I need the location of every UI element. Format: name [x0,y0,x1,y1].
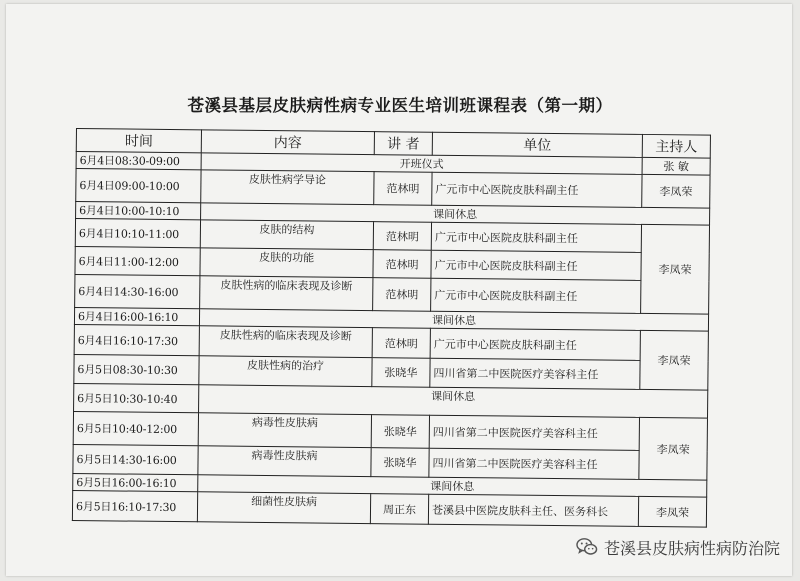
break-label: 课间休息 [199,385,708,418]
host-cell: 李凤荣 [639,417,708,480]
break-label: 课间休息 [201,203,710,225]
time-cell: 6月4日09:00-10:00 [76,169,201,203]
header-speaker: 讲 者 [374,132,432,156]
speaker-cell: 范林明 [373,250,431,279]
time-cell: 6月5日16:00-16:10 [73,473,198,491]
host-cell: 李凤荣 [641,224,710,314]
account-watermark [576,534,780,560]
topic-cell: 皮肤的功能 [200,248,373,278]
break-label: 课间休息 [199,309,708,331]
time-cell: 6月5日10:40-12:00 [73,411,198,445]
host-cell: 张 敏 [642,157,710,175]
header-host: 主持人 [642,134,710,158]
unit-cell: 广元市中心医院皮肤科副主任 [431,222,641,252]
time-cell: 6月4日10:00-10:10 [76,202,201,220]
time-cell: 6月4日10:10-11:00 [75,219,200,248]
time-cell: 6月4日11:00-12:00 [75,246,200,275]
speaker-cell: 范林明 [373,278,431,312]
time-cell: 6月4日14:30-16:00 [75,274,200,308]
unit-cell: 广元市中心医院皮肤科副主任 [430,328,640,360]
topic-cell: 皮肤性病的临床表现及诊断 [200,276,373,311]
topic-cell: 皮肤性病的治疗 [199,356,372,387]
unit-cell: 广元市中心医院皮肤科副主任 [431,278,641,313]
document-title: 苍溪县基层皮肤病性病专业医生培训班课程表（第一期） [187,96,613,115]
unit-cell: 四川省第二中医院医疗美容科主任 [430,358,640,389]
time-cell: 6月5日14:30-16:00 [73,444,198,474]
time-cell: 6月5日08:30-10:30 [74,354,199,384]
unit-cell: 广元市中心医院皮肤科副主任 [431,250,641,280]
session-label: 开班仪式 [201,153,642,175]
speaker-cell: 张晓华 [371,448,429,478]
header-content: 内容 [201,130,374,155]
time-cell: 6月4日08:30-09:00 [76,152,201,170]
host-cell: 李凤荣 [640,330,709,390]
header-time: 时间 [76,129,201,153]
speaker-cell: 范林明 [374,172,432,206]
unit-cell: 四川省第二中医院医疗美容科主任 [429,415,639,450]
table-row [72,490,706,527]
time-cell: 6月4日16:10-17:30 [74,324,199,355]
time-cell: 6月4日16:00-16:10 [74,307,199,325]
topic-cell: 病毒性皮肤病 [198,446,371,477]
topic-cell: 皮肤性病的临床表现及诊断 [199,326,372,358]
schedule-table [72,128,711,528]
topic-cell: 皮肤的结构 [200,220,373,250]
unit-cell: 苍溪县中医院皮肤科主任、医务科长 [428,494,638,526]
host-cell: 李凤荣 [638,496,706,527]
speaker-cell: 范林明 [373,222,431,251]
unit-cell: 广元市中心医院皮肤科副主任 [432,172,642,207]
time-cell: 6月5日16:10-17:30 [72,490,197,521]
speaker-cell: 张晓华 [371,415,429,449]
watermark-text: 苍溪县皮肤病性病防治院 [603,538,780,558]
header-unit: 单位 [432,132,642,157]
speaker-cell: 范林明 [372,328,430,359]
time-cell: 6月5日10:30-10:40 [74,383,199,412]
speaker-cell: 周正东 [370,494,428,525]
host-cell: 李凤荣 [642,174,710,208]
wechat-icon [576,537,598,557]
break-label: 课间休息 [198,475,707,497]
topic-cell: 病毒性皮肤病 [198,413,371,448]
unit-cell: 四川省第二中医院医疗美容科主任 [429,448,639,479]
topic-cell: 皮肤性病学导论 [201,170,374,205]
topic-cell: 细菌性皮肤病 [197,492,370,524]
speaker-cell: 张晓华 [372,358,430,388]
